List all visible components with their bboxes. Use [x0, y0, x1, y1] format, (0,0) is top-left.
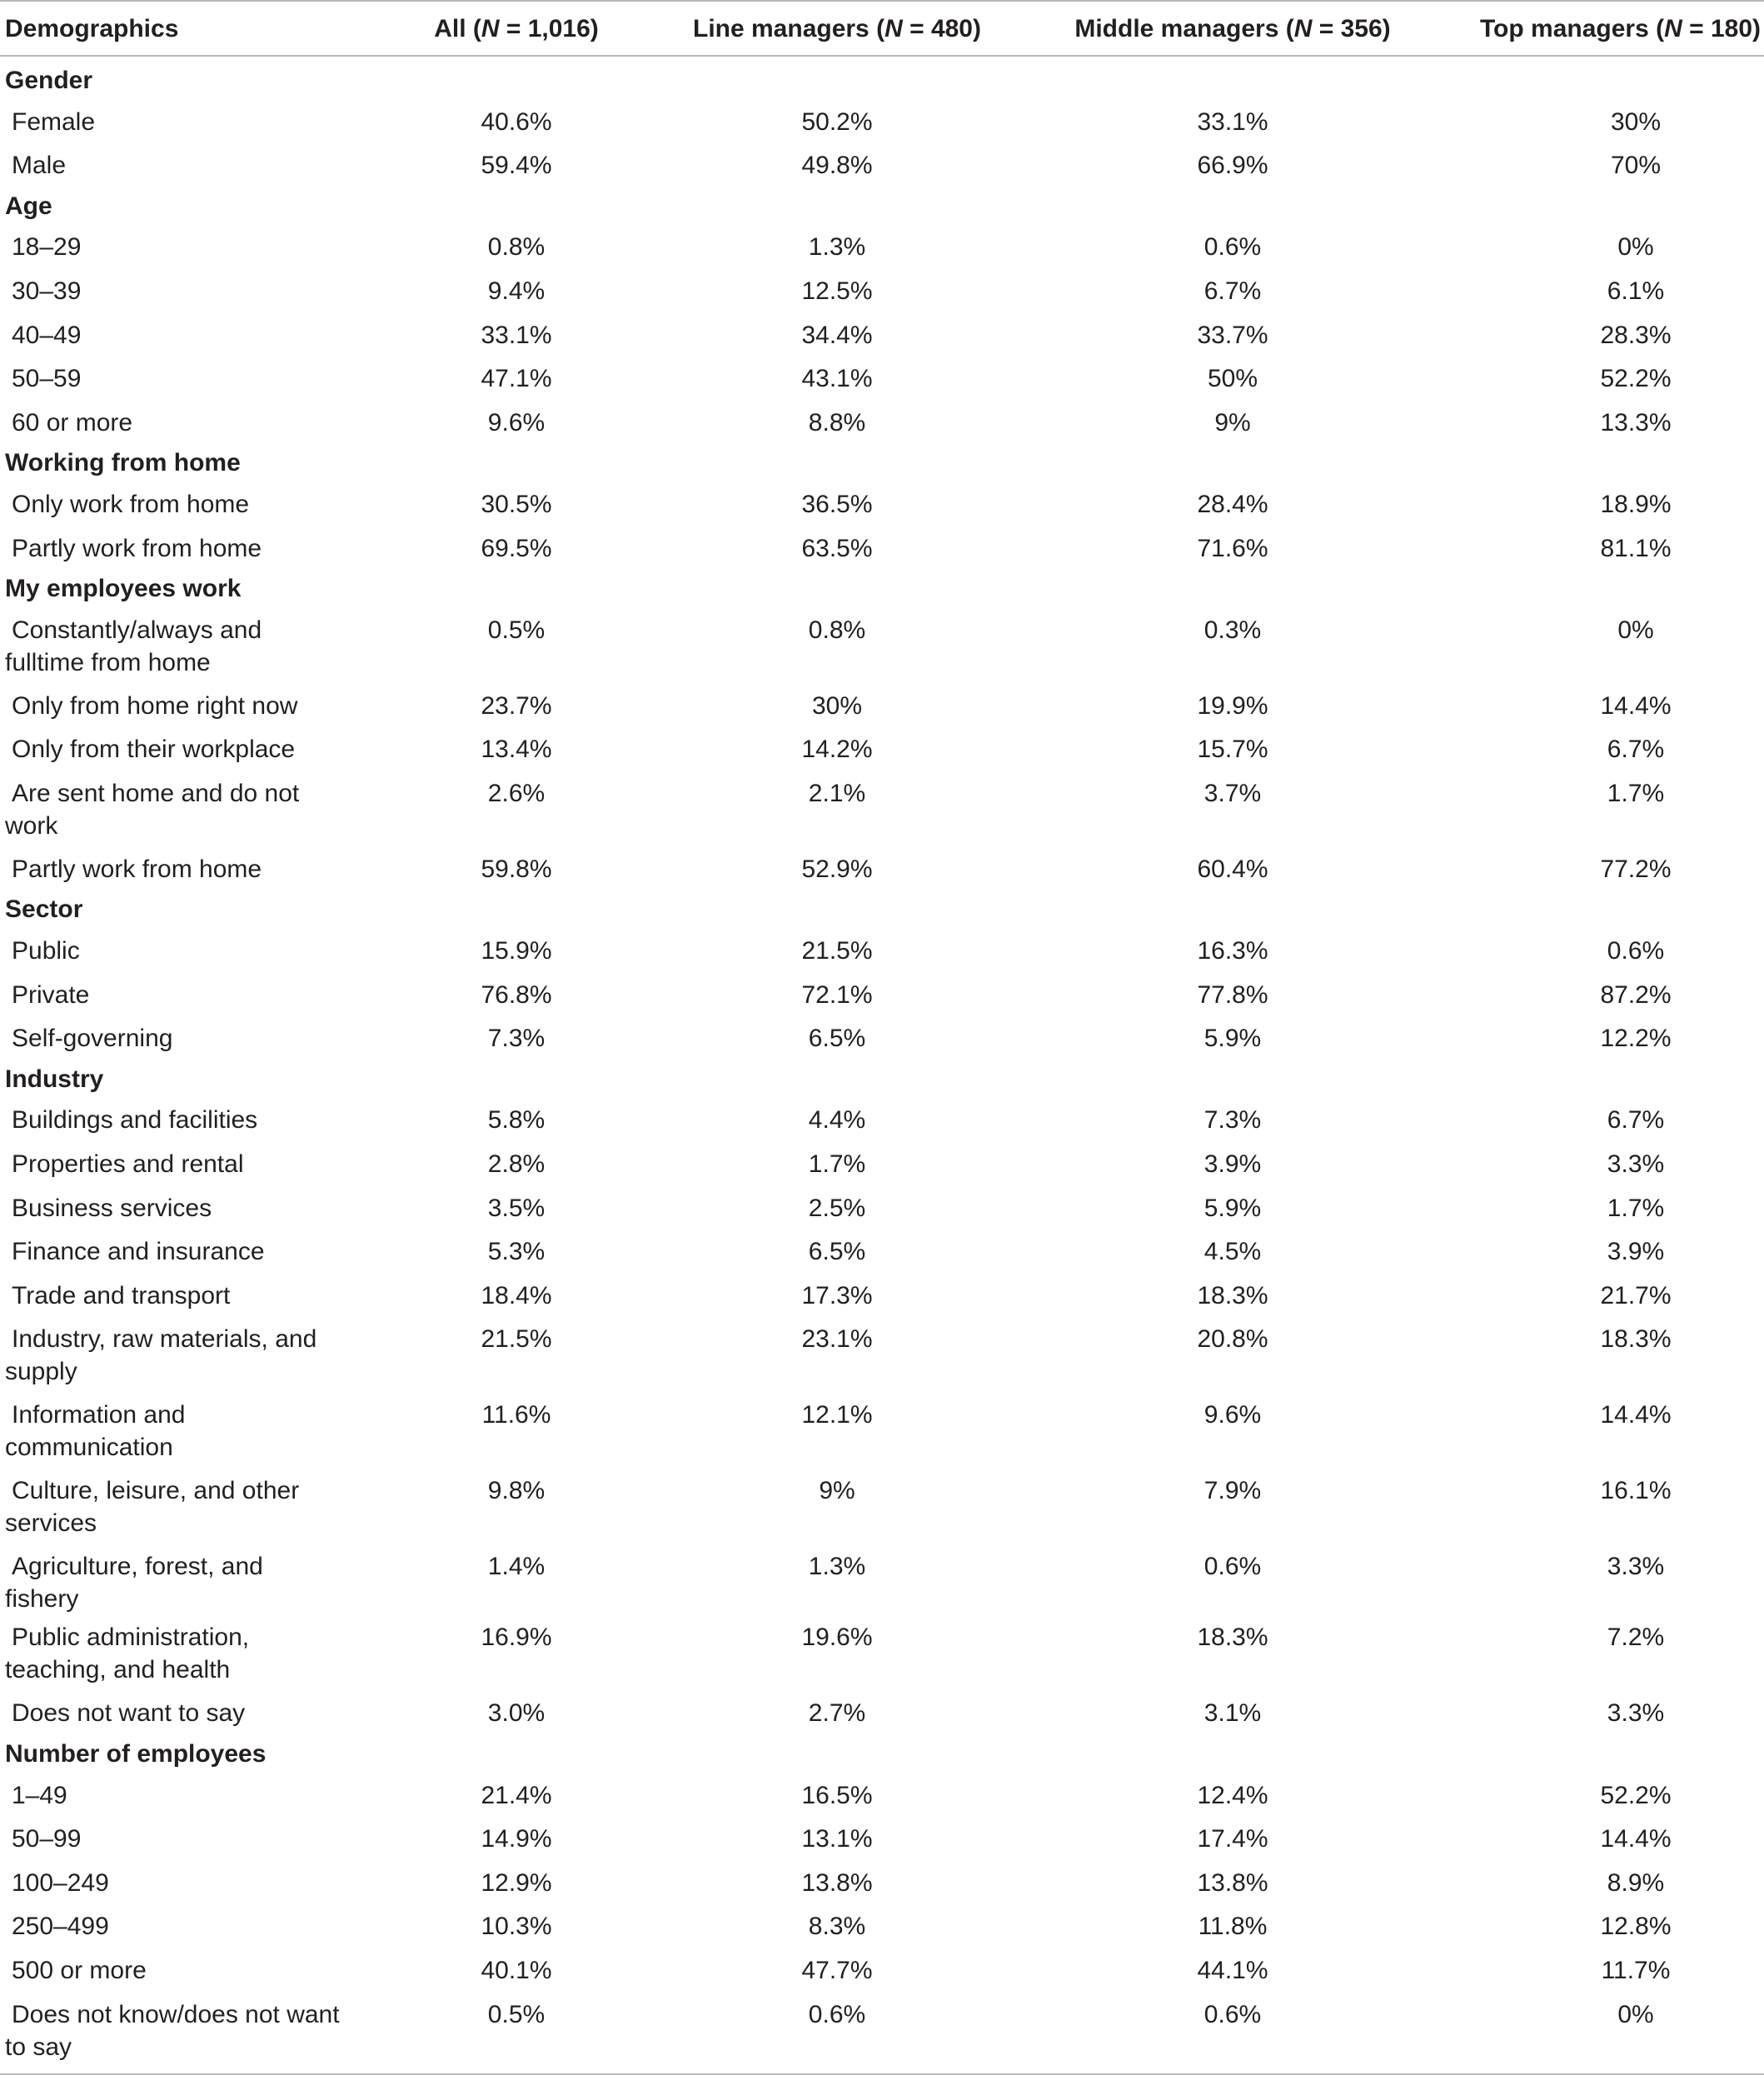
row-label: Business services [12, 1194, 212, 1222]
cell-line-managers: 34.4% [801, 321, 873, 349]
cell-middle-managers: 7.9% [1203, 1477, 1262, 1505]
cell-middle-managers: 6.7% [1203, 277, 1262, 305]
table-row [0, 482, 1764, 526]
row-label: Does not know/does not want to say [0, 1993, 350, 2074]
cell-all: 33.1% [481, 321, 552, 349]
cell-all: 7.3% [487, 1025, 546, 1053]
table-row [0, 1773, 1764, 1818]
cell-all: 5.3% [487, 1238, 546, 1266]
section-header-row [0, 187, 1764, 226]
row-label: Culture, leisure, and other services [5, 1477, 300, 1538]
row-label: Information and communication [5, 1401, 186, 1462]
row-label: Private [12, 980, 90, 1009]
cell-all: 3.0% [487, 1699, 546, 1728]
table-row [0, 1317, 1764, 1393]
cell-all: 5.8% [487, 1106, 546, 1135]
row-label: Public administration, teaching, and health [5, 1624, 250, 1684]
cell-middle-managers: 5.9% [1203, 1025, 1262, 1053]
cell-all: 11.6% [481, 1401, 551, 1429]
cell-line-managers: 50.2% [801, 107, 873, 136]
cell-all: 40.6% [481, 107, 552, 136]
cell-line-managers: 49.8% [801, 152, 873, 180]
cell-all: 1.4% [487, 1553, 546, 1581]
cell-middle-managers: 16.3% [1197, 937, 1268, 965]
cell-top-managers: 0% [1474, 1993, 1764, 2074]
row-label: 40–49 [12, 321, 82, 349]
table-header [0, 1, 1764, 56]
cell-middle-managers: 50% [1207, 365, 1258, 393]
row-label: 30–39 [12, 277, 82, 305]
cell-middle-managers: 33.7% [1197, 321, 1268, 349]
row-label: 60 or more [12, 408, 133, 436]
row-label: Finance and insurance [12, 1238, 265, 1266]
section-title: Age [5, 192, 52, 220]
cell-all: 30.5% [481, 490, 552, 518]
cell-line-managers: 9% [819, 1477, 855, 1505]
cell-line-managers: 19.6% [801, 1624, 873, 1652]
cell-all: 15.9% [481, 937, 552, 965]
cell-all: 21.4% [481, 1781, 552, 1809]
cell-middle-managers: 19.9% [1197, 691, 1268, 720]
cell-line-managers: 8.3% [808, 1913, 866, 1941]
cell-top-managers: 18.3% [1600, 1325, 1672, 1354]
table-row [0, 100, 1764, 144]
table-row [0, 1274, 1764, 1318]
cell-all: 23.7% [481, 691, 552, 720]
cell-middle-managers: 18.3% [1197, 1281, 1268, 1309]
cell-middle-managers: 17.4% [1197, 1825, 1268, 1853]
section-title: Gender [5, 66, 93, 94]
cell-middle-managers: 66.9% [1197, 152, 1268, 180]
table-row [0, 526, 1764, 571]
cell-all: 69.5% [481, 534, 552, 562]
cell-middle-managers: 15.7% [1197, 736, 1268, 764]
cell-middle-managers: 28.4% [1197, 490, 1268, 518]
cell-top-managers: 0% [1617, 616, 1654, 644]
table-row [0, 1016, 1764, 1060]
cell-top-managers: 6.7% [1607, 1106, 1665, 1135]
cell-line-managers: 13.1% [801, 1825, 873, 1853]
table-row [0, 1186, 1764, 1230]
cell-middle-managers: 0.6% [991, 1993, 1474, 2074]
section-title: My employees work [5, 574, 242, 602]
cell-all: 18.4% [481, 1281, 552, 1309]
cell-middle-managers: 3.1% [1203, 1699, 1262, 1728]
row-label: 18–29 [12, 233, 82, 262]
table-row [0, 143, 1764, 187]
table-row [0, 684, 1764, 728]
cell-top-managers: 1.7% [1607, 1194, 1665, 1222]
table-row [0, 1817, 1764, 1861]
table-row [0, 313, 1764, 357]
cell-top-managers: 87.2% [1600, 980, 1672, 1009]
header-middle-managers: Middle managers (N = 356) [991, 1, 1474, 56]
row-label: Partly work from home [12, 855, 262, 883]
section-header-row [0, 444, 1764, 482]
cell-all: 12.9% [481, 1868, 552, 1897]
cell-line-managers: 17.3% [801, 1281, 873, 1309]
cell-middle-managers: 4.5% [1203, 1238, 1262, 1266]
table-row [0, 1615, 1764, 1691]
row-label: Constantly/always and fulltime from home [5, 616, 262, 676]
table-row [0, 1393, 1764, 1469]
table-row [0, 1993, 1764, 2074]
header-line-managers: Line managers (N = 480) [683, 1, 991, 56]
cell-top-managers: 70% [1610, 152, 1662, 180]
row-label: Only from their workplace [12, 736, 296, 764]
cell-middle-managers: 0.6% [1203, 233, 1262, 262]
row-label: 50–99 [12, 1825, 82, 1853]
section-header-row [0, 1060, 1764, 1099]
cell-top-managers: 3.9% [1607, 1238, 1665, 1266]
cell-all: 16.9% [481, 1624, 552, 1652]
row-label: Female [12, 107, 96, 136]
table-row [0, 1544, 1764, 1615]
cell-line-managers: 30% [811, 691, 863, 720]
cell-line-managers: 6.5% [808, 1025, 866, 1053]
cell-top-managers: 77.2% [1600, 855, 1672, 883]
section-title: Working from home [5, 449, 241, 477]
cell-top-managers: 11.7% [1601, 1957, 1671, 1984]
cell-top-managers: 18.9% [1600, 490, 1672, 518]
cell-middle-managers: 18.3% [1197, 1624, 1268, 1652]
cell-middle-managers: 13.8% [1197, 1868, 1268, 1897]
cell-all: 9.4% [487, 277, 546, 305]
cell-line-managers: 1.3% [808, 233, 866, 262]
cell-all: 21.5% [481, 1325, 552, 1354]
cell-top-managers: 52.2% [1600, 365, 1672, 393]
table-row [0, 1861, 1764, 1905]
cell-middle-managers: 33.1% [1197, 107, 1268, 136]
row-label: Are sent home and do not work [5, 779, 300, 840]
cell-all: 0.5% [487, 616, 546, 644]
table-row [0, 608, 1764, 684]
cell-all: 59.8% [481, 855, 552, 883]
cell-all: 13.4% [481, 736, 552, 764]
cell-middle-managers: 3.7% [1203, 779, 1262, 807]
cell-line-managers: 14.2% [801, 736, 873, 764]
row-label: Industry, raw materials, and supply [5, 1325, 317, 1386]
cell-top-managers: 28.3% [1600, 321, 1672, 349]
cell-middle-managers: 9.6% [1203, 1401, 1262, 1429]
cell-all: 76.8% [481, 980, 552, 1009]
cell-all: 9.8% [487, 1477, 546, 1505]
table-row [0, 973, 1764, 1017]
table-row [0, 1904, 1764, 1948]
cell-middle-managers: 71.6% [1197, 534, 1268, 562]
section-title: Sector [5, 895, 83, 924]
cell-middle-managers: 12.4% [1197, 1781, 1268, 1809]
cell-line-managers: 52.9% [801, 855, 873, 883]
cell-top-managers: 6.7% [1607, 736, 1665, 764]
table-row [0, 1948, 1764, 1993]
cell-line-managers: 0.6% [683, 1993, 991, 2074]
row-label: Trade and transport [12, 1281, 231, 1309]
cell-line-managers: 23.1% [801, 1325, 873, 1354]
cell-line-managers: 2.5% [808, 1194, 866, 1222]
cell-line-managers: 1.3% [808, 1553, 866, 1581]
row-label: 50–59 [12, 365, 82, 393]
row-label: Does not want to say [12, 1699, 246, 1728]
table-row [0, 269, 1764, 313]
section-header-row [0, 1735, 1764, 1773]
cell-line-managers: 63.5% [801, 534, 873, 562]
cell-line-managers: 43.1% [801, 365, 873, 393]
cell-all: 59.4% [481, 152, 552, 180]
row-label: Only work from home [12, 490, 250, 518]
row-label: Properties and rental [12, 1150, 244, 1179]
cell-line-managers: 21.5% [801, 937, 873, 965]
section-title: Number of employees [5, 1739, 267, 1768]
cell-middle-managers: 5.9% [1203, 1194, 1262, 1222]
table-row [0, 1230, 1764, 1274]
cell-all: 14.9% [481, 1825, 552, 1853]
cell-all: 2.6% [487, 779, 546, 807]
cell-all: 3.5% [487, 1194, 546, 1222]
row-label: Buildings and facilities [12, 1106, 258, 1135]
cell-line-managers: 47.7% [801, 1957, 873, 1984]
cell-line-managers: 2.7% [808, 1699, 866, 1728]
cell-top-managers: 0% [1617, 233, 1654, 262]
cell-top-managers: 3.3% [1607, 1553, 1665, 1581]
cell-top-managers: 12.2% [1600, 1025, 1672, 1053]
cell-line-managers: 36.5% [801, 490, 873, 518]
cell-line-managers: 72.1% [801, 980, 873, 1009]
header-all: All (N = 1,016) [350, 1, 683, 56]
table-row [0, 1469, 1764, 1544]
cell-middle-managers: 60.4% [1197, 855, 1268, 883]
section-title: Industry [5, 1065, 104, 1093]
cell-line-managers: 8.8% [808, 408, 866, 436]
cell-top-managers: 16.1% [1600, 1477, 1672, 1505]
cell-line-managers: 0.8% [808, 616, 866, 644]
cell-all: 0.8% [487, 233, 546, 262]
cell-middle-managers: 0.6% [1203, 1553, 1262, 1581]
table-row [0, 1691, 1764, 1735]
table-row [0, 929, 1764, 973]
cell-all: 40.1% [481, 1957, 552, 1984]
row-label: Public [12, 937, 80, 965]
cell-middle-managers: 0.3% [1203, 616, 1262, 644]
cell-top-managers: 12.8% [1600, 1913, 1672, 1941]
cell-line-managers: 6.5% [808, 1238, 866, 1266]
header-top-managers: Top managers (N = 180) [1474, 1, 1764, 56]
section-header-row [0, 56, 1764, 100]
cell-middle-managers: 20.8% [1197, 1325, 1268, 1354]
cell-top-managers: 21.7% [1600, 1281, 1672, 1309]
table-row [0, 225, 1764, 269]
header-row [0, 1, 1764, 56]
table-body [0, 56, 1764, 2074]
cell-middle-managers: 44.1% [1197, 1957, 1268, 1984]
row-label: Male [12, 152, 67, 180]
cell-top-managers: 1.7% [1607, 779, 1665, 807]
row-label: Agriculture, forest, and fishery [5, 1553, 263, 1614]
row-label: Only from home right now [12, 691, 298, 720]
table-row [0, 771, 1764, 847]
cell-line-managers: 12.1% [801, 1401, 873, 1429]
cell-middle-managers: 77.8% [1197, 980, 1268, 1009]
row-label: 100–249 [12, 1868, 109, 1897]
section-header-row [0, 891, 1764, 930]
cell-top-managers: 14.4% [1600, 1401, 1672, 1429]
cell-top-managers: 6.1% [1607, 277, 1665, 305]
cell-line-managers: 1.7% [808, 1150, 866, 1179]
cell-middle-managers: 11.8% [1198, 1913, 1268, 1941]
cell-top-managers: 30% [1610, 107, 1662, 136]
cell-all: 0.5% [350, 1993, 683, 2074]
cell-middle-managers: 7.3% [1203, 1106, 1262, 1135]
row-label: Partly work from home [12, 534, 262, 562]
header-demographics: Demographics [0, 1, 350, 56]
row-label: 500 or more [12, 1957, 147, 1984]
table-row [0, 727, 1764, 771]
row-label: Self-governing [12, 1025, 173, 1053]
row-label: 1–49 [12, 1781, 67, 1809]
cell-line-managers: 16.5% [801, 1781, 873, 1809]
table-row [0, 1098, 1764, 1142]
cell-top-managers: 81.1% [1600, 534, 1672, 562]
row-label: 250–499 [12, 1913, 109, 1941]
cell-top-managers: 52.2% [1600, 1781, 1672, 1809]
cell-top-managers: 13.3% [1600, 408, 1672, 436]
section-header-row [0, 570, 1764, 608]
cell-line-managers: 4.4% [808, 1106, 866, 1135]
cell-all: 10.3% [481, 1913, 552, 1941]
table-row [0, 1142, 1764, 1186]
cell-all: 9.6% [487, 408, 546, 436]
cell-top-managers: 14.4% [1600, 1825, 1672, 1853]
table-row [0, 357, 1764, 401]
cell-all: 2.8% [487, 1150, 546, 1179]
cell-top-managers: 8.9% [1607, 1868, 1665, 1897]
cell-middle-managers: 9% [1214, 408, 1251, 436]
cell-top-managers: 3.3% [1607, 1150, 1665, 1179]
cell-line-managers: 13.8% [801, 1868, 873, 1897]
table-row [0, 401, 1764, 445]
cell-all: 47.1% [481, 365, 552, 393]
cell-line-managers: 2.1% [808, 779, 866, 807]
cell-middle-managers: 3.9% [1203, 1150, 1262, 1179]
cell-top-managers: 14.4% [1600, 691, 1672, 720]
cell-top-managers: 3.3% [1607, 1699, 1665, 1728]
cell-line-managers: 12.5% [801, 277, 873, 305]
cell-top-managers: 7.2% [1607, 1624, 1665, 1652]
cell-top-managers: 0.6% [1607, 937, 1665, 965]
table-row [0, 847, 1764, 891]
